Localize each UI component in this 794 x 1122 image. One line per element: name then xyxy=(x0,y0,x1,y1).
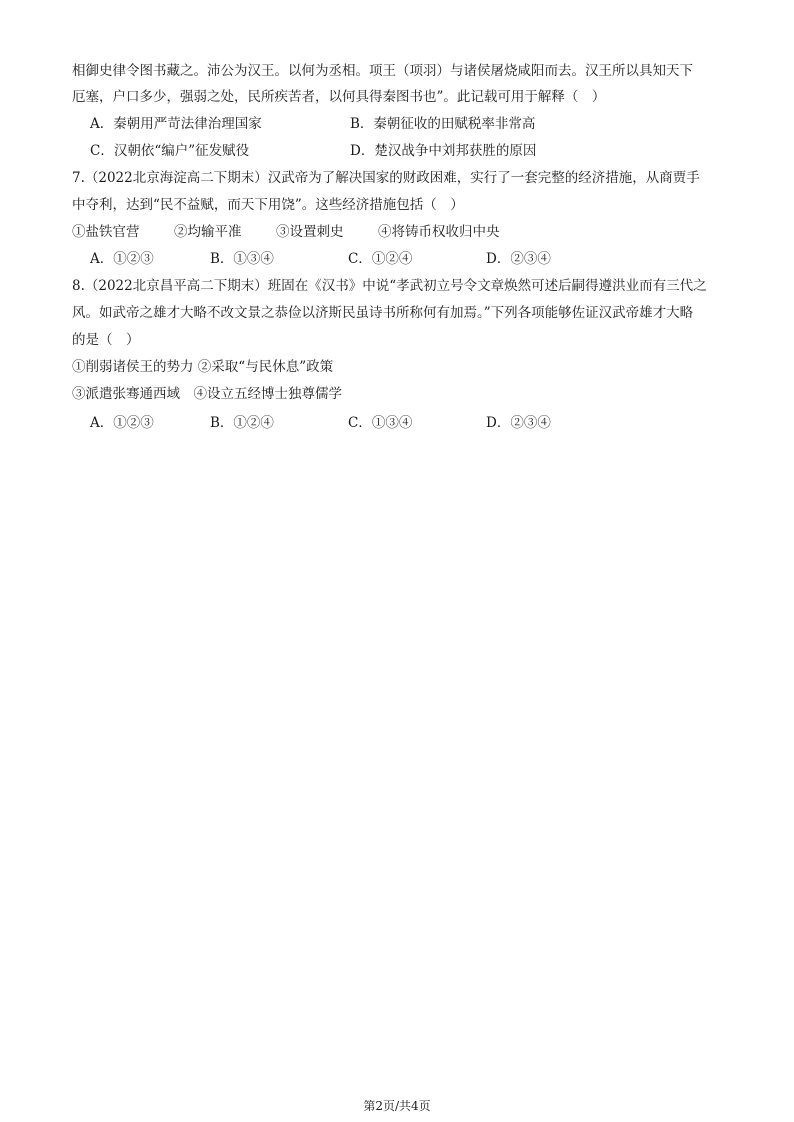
q6-option-d: D．楚汉战争中刘邦获胜的原因 xyxy=(350,143,537,159)
q8-stem-line-1: 8.（2022北京昌平高二下期末）班固在《汉书》中说“孝武初立号令文章焕然可述后嗣得遵洪业而有三代之 xyxy=(72,278,707,294)
q7-item-1: ①盐铁官营 xyxy=(72,224,140,240)
page-number: 第2页/共4页 xyxy=(363,1099,431,1113)
q6-stem-line-2: 厄塞，户口多少，强弱之处，民所疾苦者，以何具得秦图书也”。此记载可用于解释（ ） xyxy=(72,89,606,105)
q7-stem-line-2: 中夺利，达到“民不益赋，而天下用饶”。这些经济措施包括（ ） xyxy=(72,197,464,213)
q7-stem-line-1: 7.（2022北京海淀高二下期末）汉武帝为了解决国家的财政困难，实行了一套完整的经济措施，从商贾手 xyxy=(72,170,700,186)
q7-option-a: A．①②③ xyxy=(90,251,154,267)
q7-option-b: B．①③④ xyxy=(210,251,274,267)
q6-stem-line-1: 相御史律令图书藏之。沛公为汉王。以何为丞相。项王（项羽）与诸侯屠烧咸阳而去。汉王所以具知天下 xyxy=(72,63,693,79)
q7-item-4: ④将铸币权收归中央 xyxy=(378,224,500,240)
q8-stem-line-3: 的是（ ） xyxy=(72,332,140,348)
q7-item-3: ③设置刺史 xyxy=(276,224,344,240)
q8-option-b: B．①②④ xyxy=(210,415,274,431)
q8-items-row-1: ①削弱诸侯王的势力 ②采取“与民休息”政策 xyxy=(72,359,334,375)
q7-option-d: D．②③④ xyxy=(486,251,551,267)
q6-option-a: A．秦朝用严苛法律治理国家 xyxy=(90,116,262,132)
q8-items-row-2: ③派遣张骞通西域 ④设立五经博士独尊儒学 xyxy=(72,386,342,402)
q8-option-d: D．②③④ xyxy=(486,415,551,431)
q7-item-2: ②均输平准 xyxy=(174,224,242,240)
q8-option-c: C．①③④ xyxy=(348,415,413,431)
q6-option-b: B．秦朝征收的田赋税率非常高 xyxy=(350,116,536,132)
q8-option-a: A．①②③ xyxy=(90,415,154,431)
q7-option-c: C．①②④ xyxy=(348,251,413,267)
q8-stem-line-2: 风。如武帝之雄才大略不改文景之恭俭以济斯民虽诗书所称何有加焉。”下列各项能够佐证汉武帝雄才大略 xyxy=(72,305,694,321)
q6-option-c: C．汉朝依“编户”征发赋役 xyxy=(90,143,250,159)
